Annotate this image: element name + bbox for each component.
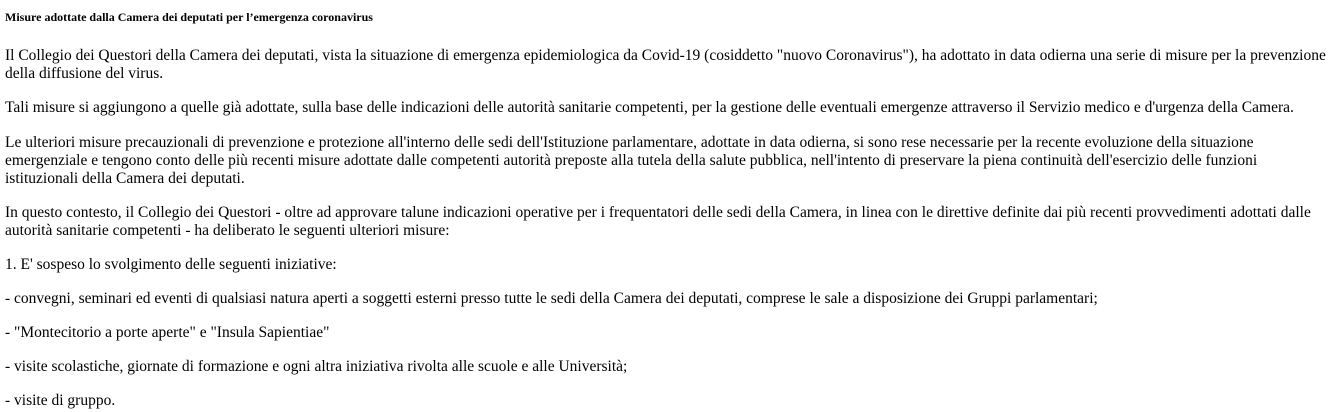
paragraph-item-1: 1. E' sospeso lo svolgimento delle seguenti iniziative: xyxy=(5,256,337,273)
list-item-group-visits: - visite di gruppo. xyxy=(5,392,116,409)
paragraph-measures-added: Tali misure si aggiungono a quelle già adottate, sulla base delle indicazioni delle autorità sanitarie competenti, per la gestione delle eventuali emergenze attraverso il Servizio medico e d'urgenza della Camera. xyxy=(5,99,1294,116)
paragraph-context: In questo contesto, il Collegio dei Questori - oltre ad approvare talune indicazioni operative per i frequentatori delle sedi della Camera, in linea con le direttive definite dai più recenti provvedimenti adottati dalle autorità sanitarie competenti - ha deliberato le seguenti ulteriori misure: xyxy=(5,204,1311,239)
paragraph-intro: Il Collegio dei Questori della Camera dei deputati, vista la situazione di emergenza epidemiologica da Covid-19 (cosiddetto "nuovo Coronavirus"), ha adottato in data odierna una serie di misure per la prevenzione della diffusione del virus. xyxy=(5,47,1326,82)
list-item-school-visits: - visite scolastiche, giornate di formazione e ogni altra iniziativa rivolta alle scuole e alle Università; xyxy=(5,358,628,375)
document-body xyxy=(5,0,1333,409)
list-item-conferences: - convegni, seminari ed eventi di qualsiasi natura aperti a soggetti esterni presso tutte le sedi della Camera dei deputati, comprese le sale a disposizione dei Gruppi parlamentari; xyxy=(5,290,1098,307)
paragraph-further-measures: Le ulteriori misure precauzionali di prevenzione e protezione all'interno delle sedi dell'Istituzione parlamentare, adottate in data odierna, si sono rese necessarie per la recente evoluzione della situazione emergenziale e tengono conto delle più recenti misure adottate dalle competenti autorità preposte alla tutela della salute pubblica, nell'intento di preservare la piena continuità dell'esercizio delle funzioni istituzionali della Camera dei deputati. xyxy=(5,134,1258,187)
list-item-open-doors: - "Montecitorio a porte aperte" e "Insula Sapientiae" xyxy=(5,324,330,341)
document-title: Misure adottate dalla Camera dei deputati per l’emergenza coronavirus xyxy=(5,10,373,24)
